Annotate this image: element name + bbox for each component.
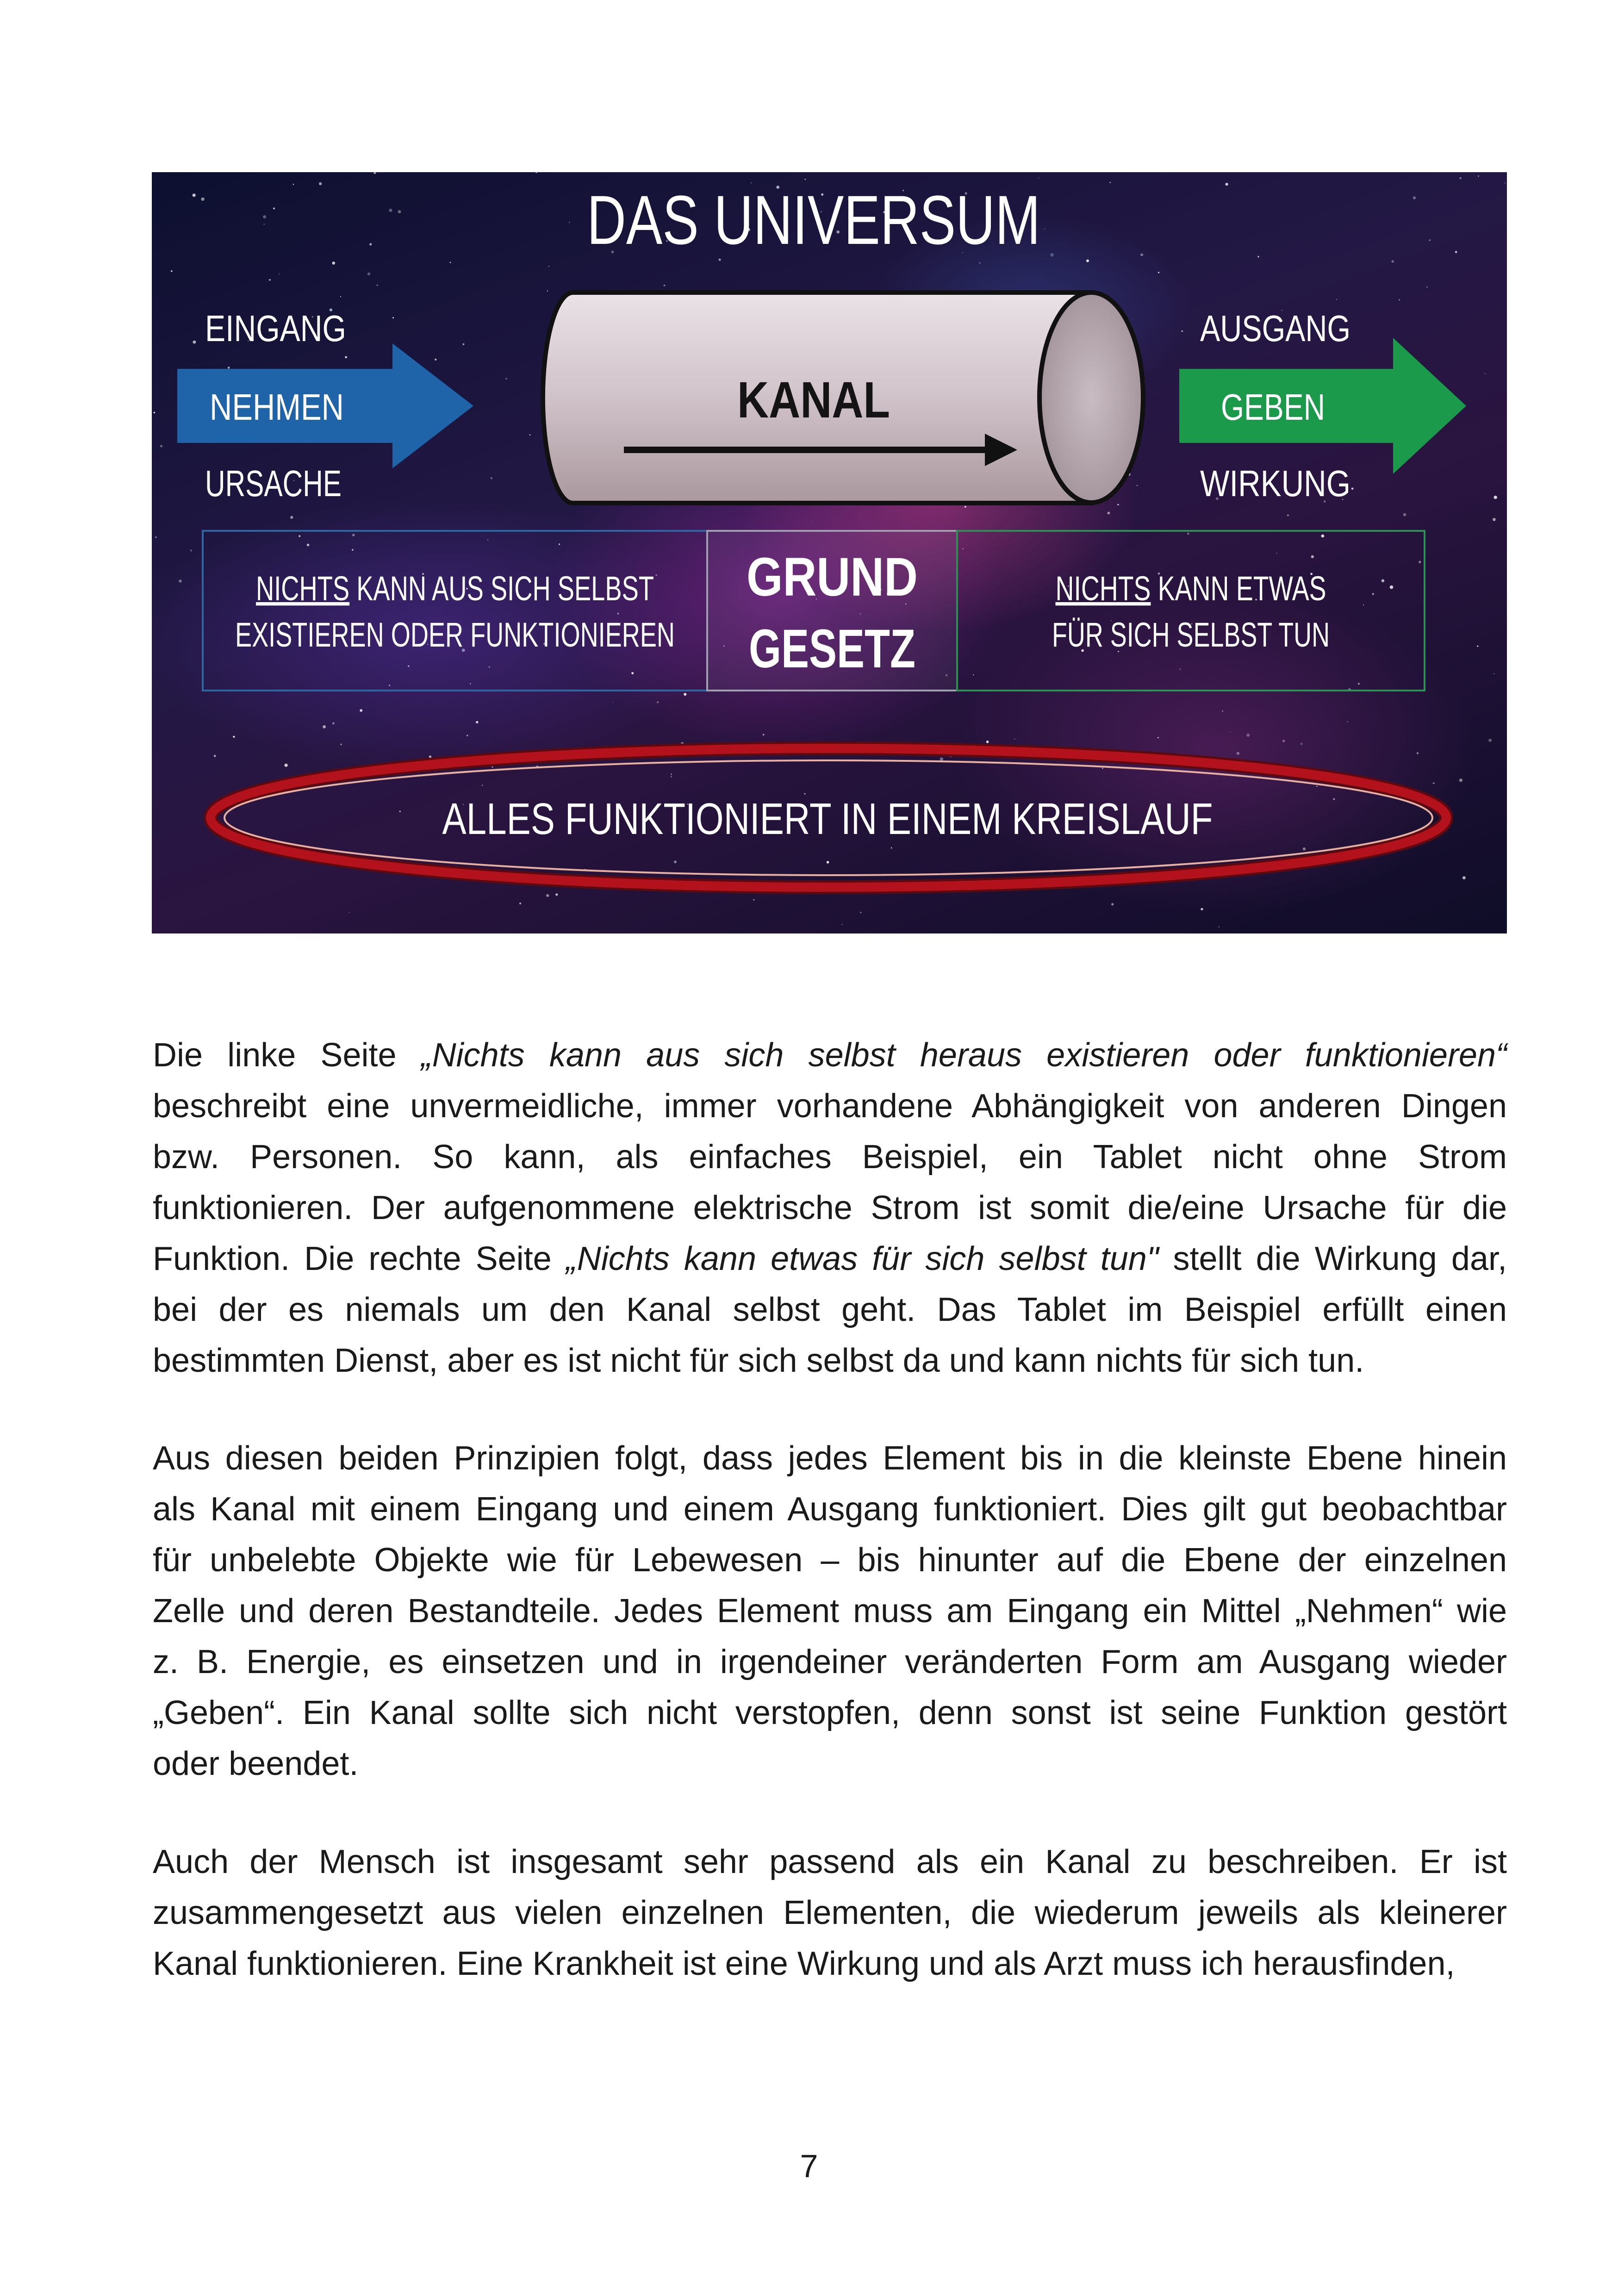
star — [1301, 743, 1303, 745]
paragraph-3 — [153, 1836, 1507, 1989]
star — [299, 535, 300, 537]
star — [307, 544, 310, 547]
star — [392, 317, 394, 318]
left-box-line1-rest: KANN AUS SICH SELBST — [349, 569, 765, 608]
input-label-middle: NEHMEN — [210, 386, 344, 428]
output-label-bottom: WIRKUNG — [1200, 463, 1350, 504]
star — [1111, 903, 1114, 905]
star — [214, 755, 216, 757]
cycle-text: ALLES FUNKTIONIERT IN EINEM KREISLAUF — [442, 794, 1213, 844]
italic-quote: „Nichts kann etwas für sich selbst tun" — [566, 1240, 1159, 1277]
text-segment: Auch der Mensch ist insgesamt sehr passend als ein Kanal zu beschreiben. Er ist — [153, 1843, 1507, 1880]
left-principle-box — [203, 531, 765, 691]
star — [617, 613, 619, 615]
star — [655, 574, 657, 576]
input-label-bottom: URSACHE — [205, 463, 342, 504]
star — [1433, 782, 1435, 784]
star — [1257, 256, 1259, 257]
star — [367, 273, 370, 275]
italic-quote: „Nichts kann aus sich selbst heraus existieren oder funktionieren“ — [421, 1037, 1507, 1074]
star — [1044, 229, 1045, 230]
star — [529, 434, 531, 436]
text-line — [153, 1081, 1507, 1132]
star — [1157, 737, 1159, 738]
right-box-underlined-word: NICHTS — [1055, 569, 1183, 608]
text-segment: Die linke Seite — [153, 1037, 421, 1074]
star — [285, 764, 288, 767]
star — [1494, 673, 1495, 675]
star — [1050, 253, 1053, 256]
star — [963, 548, 964, 549]
right-box-line1 — [1055, 569, 1386, 608]
star — [332, 261, 336, 265]
star — [349, 912, 350, 913]
star — [684, 693, 686, 696]
star — [1372, 593, 1375, 595]
left-box-line2: EXISTIEREN ODER FUNKTIONIEREN — [235, 616, 675, 654]
output-label-top: AUSGANG — [1200, 308, 1350, 349]
star — [1282, 740, 1285, 742]
text-line — [153, 1586, 1507, 1636]
cycle-ellipse — [211, 748, 1446, 887]
star — [1117, 504, 1119, 505]
star — [671, 776, 672, 778]
star — [1014, 738, 1015, 740]
star — [860, 912, 861, 913]
star — [1488, 739, 1492, 742]
star — [171, 270, 173, 272]
star — [193, 193, 196, 197]
star — [373, 172, 376, 174]
star — [462, 343, 464, 345]
text-segment: „Geben“. Ein Kanal sollte sich nicht verstopfen, denn sonst ist seine Funktion gestört — [153, 1694, 1507, 1731]
star — [505, 378, 507, 380]
star — [1505, 182, 1506, 183]
star — [664, 285, 666, 286]
input-arrow — [177, 308, 473, 504]
star — [1459, 778, 1462, 782]
star — [408, 666, 409, 667]
star — [1462, 876, 1466, 879]
text-line — [153, 1030, 1507, 1081]
star — [190, 549, 192, 551]
text-segment: stellt die Wirkung dar, — [1158, 1240, 1507, 1277]
text-segment: z. B. Energie, es einsetzen und in irgendeiner veränderten Form am Ausgang wieder — [153, 1643, 1507, 1680]
star — [1363, 604, 1364, 605]
text-segment: als Kanal mit einem Eingang und einem Ausgang funktioniert. Dies gilt gut beobachtbar — [153, 1491, 1507, 1528]
star — [812, 521, 813, 522]
right-box-line2: FÜR SICH SELBST TUN — [1052, 616, 1330, 654]
star — [154, 412, 155, 413]
text-line — [153, 1636, 1507, 1687]
text-line — [153, 1535, 1507, 1586]
star — [1303, 847, 1306, 850]
star — [973, 674, 974, 675]
star — [1038, 178, 1039, 179]
star — [519, 902, 521, 904]
star — [753, 899, 754, 901]
star — [332, 722, 335, 724]
star — [155, 536, 157, 538]
paragraph-1 — [153, 1030, 1507, 1386]
star — [1316, 786, 1317, 787]
star — [1102, 768, 1103, 769]
star — [979, 262, 980, 263]
star — [399, 811, 401, 812]
star — [360, 709, 362, 712]
paragraph-2 — [153, 1433, 1507, 1789]
star — [482, 785, 483, 786]
text-segment: bzw. Personen. So kann, als einfaches Beispiel, ein Tablet nicht ohne Strom — [153, 1139, 1507, 1176]
star — [1158, 272, 1159, 273]
star — [449, 262, 451, 263]
page-number: 7 — [800, 2148, 818, 2184]
star — [1347, 721, 1348, 722]
star — [842, 924, 843, 925]
star — [470, 683, 471, 684]
star — [1222, 710, 1223, 712]
right-principle-box — [957, 531, 1425, 691]
center-box-line1: GRUND — [747, 547, 918, 608]
star — [940, 758, 943, 761]
star — [535, 172, 537, 173]
text-segment: Funktion. Die rechte Seite — [153, 1240, 566, 1277]
star — [1107, 512, 1110, 515]
star — [369, 243, 372, 245]
text-line — [153, 1335, 1507, 1386]
star — [559, 543, 560, 545]
star — [201, 198, 204, 201]
star — [193, 341, 196, 344]
star — [1351, 488, 1354, 490]
star — [398, 210, 401, 213]
text-line — [153, 1687, 1507, 1738]
star — [1358, 683, 1360, 685]
star — [965, 506, 966, 508]
star — [1478, 175, 1479, 176]
star — [805, 179, 806, 180]
star — [612, 702, 613, 703]
text-segment: bestimmten Dienst, aber es ist nicht für sich selbst da und kann nichts für sich tun. — [153, 1342, 1364, 1379]
star — [377, 285, 378, 286]
star — [1226, 183, 1228, 186]
star — [1287, 514, 1289, 516]
star — [555, 893, 558, 896]
text-line — [153, 1484, 1507, 1535]
star — [1182, 330, 1183, 332]
star — [1187, 533, 1189, 535]
star — [547, 290, 548, 291]
star — [631, 672, 634, 674]
left-box-line1 — [256, 569, 765, 608]
star — [263, 215, 266, 218]
star — [719, 259, 721, 261]
star — [319, 182, 322, 185]
star — [1417, 752, 1419, 754]
star — [1336, 299, 1337, 300]
left-box-underlined-word: NICHTS — [256, 569, 384, 608]
star — [1426, 286, 1428, 288]
star — [1391, 260, 1394, 263]
text-segment: bei der es niemals um den Kanal selbst geht. Das Tablet im Beispiel erfüllt einen — [153, 1291, 1507, 1328]
text-line — [153, 1887, 1507, 1938]
star — [546, 894, 549, 897]
star — [1086, 260, 1089, 262]
star — [763, 734, 765, 736]
star — [233, 736, 235, 738]
channel-tube — [543, 292, 1143, 503]
text-segment: Kanal funktionieren. Eine Krankheit ist eine Wirkung und als Arzt muss ich herausfinden, — [153, 1945, 1455, 1982]
star — [269, 279, 271, 281]
text-line — [153, 1132, 1507, 1182]
star — [1237, 752, 1239, 755]
diagram-title: DAS UNIVERSUM — [587, 181, 1040, 259]
star — [671, 774, 672, 775]
star — [293, 184, 294, 185]
star — [1180, 669, 1181, 670]
star — [1276, 553, 1277, 554]
text-line — [153, 1433, 1507, 1484]
star — [323, 725, 326, 728]
tube-end-cap — [1039, 292, 1143, 503]
star — [1390, 585, 1394, 589]
star — [487, 539, 488, 540]
star — [548, 266, 549, 267]
star — [674, 860, 677, 863]
text-line — [153, 1836, 1507, 1887]
star — [891, 847, 892, 849]
right-box-line1-rest: KANN ETWAS — [1151, 569, 1386, 608]
star — [340, 296, 341, 297]
star — [1230, 732, 1231, 733]
text-segment: beschreibt eine unvermeidliche, immer vorhandene Abhängigkeit von anderen Dingen — [153, 1088, 1507, 1125]
channel-label: KANAL — [737, 372, 890, 429]
star — [986, 740, 989, 743]
universe-diagram-image — [152, 172, 1507, 933]
star — [1246, 734, 1250, 737]
text-line — [153, 1738, 1507, 1789]
star — [228, 367, 230, 369]
star — [345, 356, 347, 359]
star — [1419, 561, 1421, 563]
star — [1459, 177, 1461, 179]
star — [1321, 535, 1325, 538]
text-line — [153, 1233, 1507, 1284]
text-segment: oder beendet. — [153, 1745, 359, 1782]
star — [1140, 254, 1143, 256]
star — [1413, 196, 1416, 199]
output-arrow — [1179, 308, 1466, 504]
star — [489, 666, 490, 668]
star — [435, 359, 436, 361]
star — [467, 735, 468, 736]
star — [1493, 518, 1496, 521]
center-box-line2: GESETZ — [749, 618, 915, 679]
star — [476, 721, 478, 723]
star — [389, 684, 390, 686]
star — [1399, 299, 1400, 301]
star — [1109, 182, 1111, 183]
text-line — [153, 1938, 1507, 1989]
star — [1333, 798, 1335, 800]
star — [827, 861, 829, 864]
star — [263, 224, 265, 225]
star — [569, 222, 570, 223]
text-segment: Zelle und deren Bestandteile. Jedes Element muss am Eingang ein Mittel „Nehmen“ wie — [153, 1593, 1507, 1630]
star — [1429, 239, 1431, 241]
input-label-top: EINGANG — [205, 308, 346, 349]
text-segment: für unbelebte Objekte wie für Lebewesen – bis hinunter auf die Ebene der einzelnen — [153, 1542, 1507, 1579]
star — [389, 209, 392, 212]
star — [1494, 496, 1497, 499]
star — [657, 701, 659, 703]
star — [352, 549, 353, 551]
star — [179, 579, 182, 583]
star — [491, 477, 493, 479]
text-segment: funktionieren. Der aufgenommene elektrische Strom ist somit die/eine Ursache für die — [153, 1189, 1507, 1226]
text-segment: Aus diesen beiden Prinzipien folgt, dass jedes Element bis in die kleinste Ebene hinein — [153, 1440, 1507, 1477]
star — [352, 534, 355, 536]
star — [1201, 908, 1203, 910]
star — [1311, 555, 1314, 558]
star — [1403, 513, 1406, 516]
star — [1484, 373, 1485, 374]
star — [1382, 579, 1385, 583]
output-label-middle: GEBEN — [1221, 386, 1325, 428]
universe-diagram — [152, 172, 1507, 933]
text-segment: zusammengesetzt aus vielen einzelnen Elementen, die wiederum jeweils als kleinerer — [153, 1894, 1507, 1931]
principle-boxes — [203, 531, 1425, 691]
star — [1455, 251, 1457, 253]
text-line — [153, 1182, 1507, 1233]
star — [1477, 646, 1478, 647]
star — [290, 516, 293, 519]
star — [340, 744, 342, 746]
star — [273, 207, 275, 209]
text-line — [153, 1284, 1507, 1335]
star — [1137, 485, 1138, 486]
star — [160, 445, 162, 447]
